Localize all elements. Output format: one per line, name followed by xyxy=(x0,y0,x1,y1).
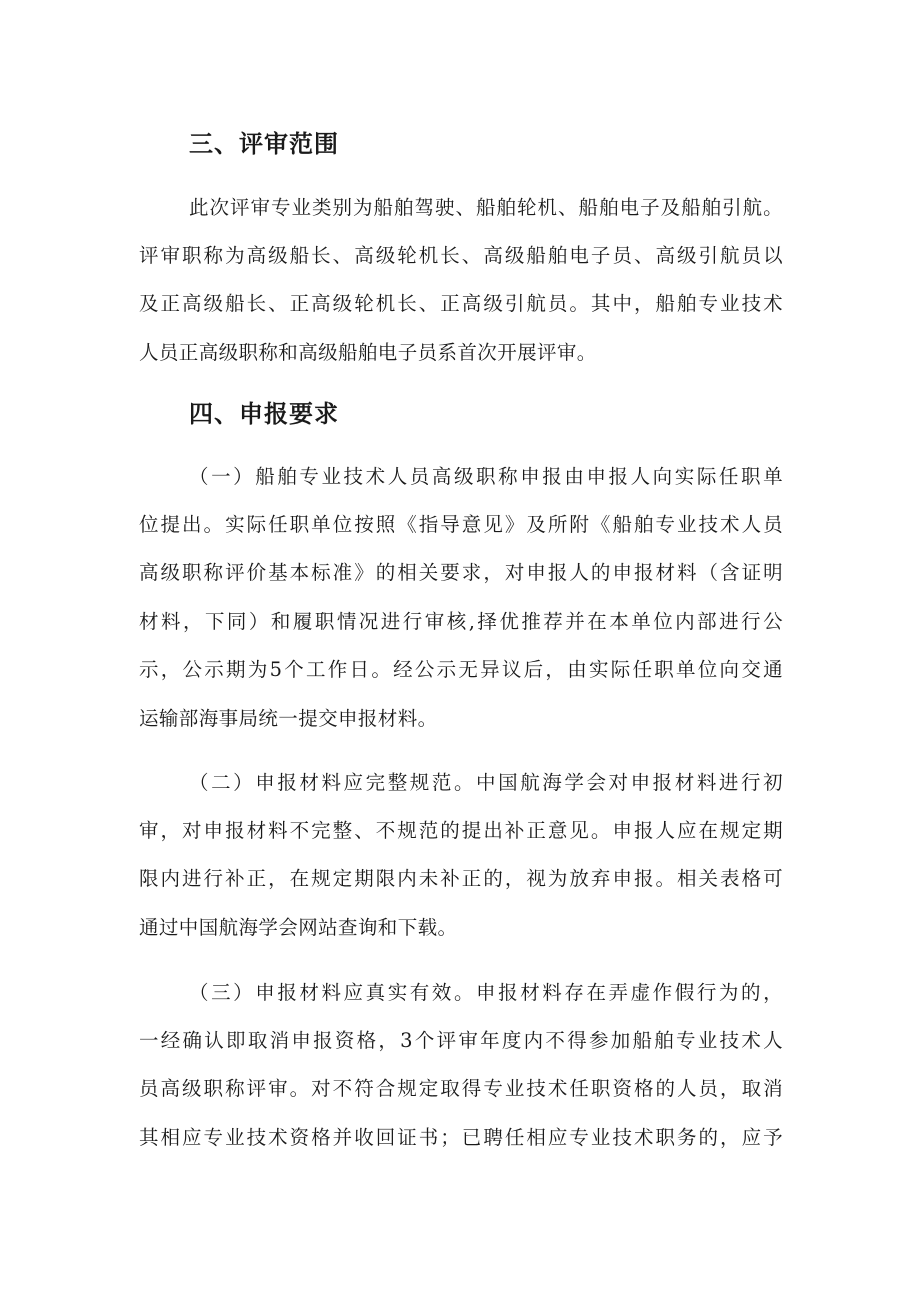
paragraph-line: 一经确认即取消申报资格，3个评审年度内不得参加船舶专业技术人 xyxy=(139,1029,783,1052)
paragraph-line: 通过中国航海学会网站查询和下载。 xyxy=(139,916,458,939)
paragraph-line: 限内进行补正，在规定期限内未补正的，视为放弃申报。相关表格可 xyxy=(139,867,783,890)
paragraph-line: 评审职称为高级船长、高级轮机长、高级船舶电子员、高级引航员以 xyxy=(139,244,783,267)
section-heading-application-requirements: 四、申报要求 xyxy=(189,400,339,428)
paragraph-line: 员高级职称评审。对不符合规定取得专业技术任职资格的人员，取消 xyxy=(139,1077,783,1100)
paragraph-line: 材料，下同）和履职情况进行审核,择优推荐并在本单位内部进行公 xyxy=(139,610,783,633)
paragraph-line: （一）船舶专业技术人员高级职称申报由申报人向实际任职单 xyxy=(189,465,783,488)
paragraph-line: （二）申报材料应完整规范。中国航海学会对申报材料进行初 xyxy=(189,771,783,794)
paragraph-line: 及正高级船长、正高级轮机长、正高级引航员。其中，船舶专业技术 xyxy=(139,292,783,315)
section-heading-review-scope: 三、评审范围 xyxy=(189,130,339,158)
paragraph-line: （三）申报材料应真实有效。申报材料存在弄虚作假行为的， xyxy=(189,981,783,1004)
paragraph-line: 运输部海事局统一提交申报材料。 xyxy=(139,707,438,730)
paragraph-line: 审，对申报材料不完整、不规范的提出补正意见。申报人应在规定期 xyxy=(139,819,783,842)
paragraph-line: 人员正高级职称和高级船舶电子员系首次开展评审。 xyxy=(139,341,597,364)
paragraph-line: 示，公示期为5个工作日。经公示无异议后，由实际任职单位向交通 xyxy=(139,658,783,681)
paragraph-line: 高级职称评价基本标准》的相关要求，对申报人的申报材料（含证明 xyxy=(139,561,783,584)
paragraph-line: 位提出。实际任职单位按照《指导意见》及所附《船舶专业技术人员 xyxy=(139,513,783,536)
paragraph-line: 其相应专业技术资格并收回证书；已聘任相应专业技术职务的，应予 xyxy=(139,1126,783,1149)
paragraph-line: 此次评审专业类别为船舶驾驶、船舶轮机、船舶电子及船舶引航。 xyxy=(189,196,783,219)
